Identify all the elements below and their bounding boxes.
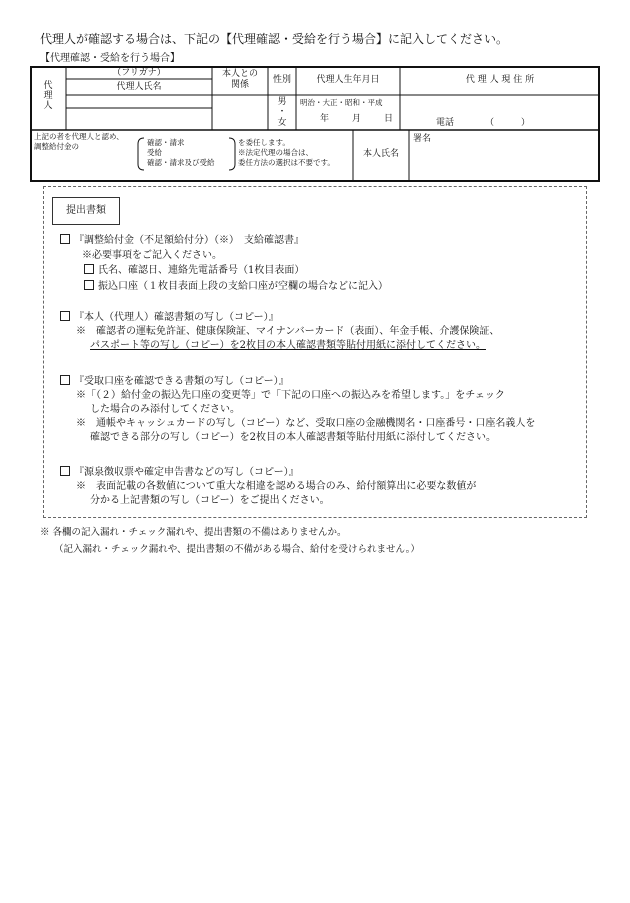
doc-item-line: パスポート等の写し（コピー）を2枚目の本人確認書類等貼付用紙に添付してください。 <box>90 340 486 351</box>
agent-vertical-label <box>30 82 66 112</box>
submission-docs-tag: 提出書類 <box>52 197 120 225</box>
agent-label-char: 理 <box>43 90 53 101</box>
doc-item-title: 『本人（代理人）確認書類の写し（コピー）』 <box>74 312 279 323</box>
doc-item-line: 確認できる部分の写し（コピー）を2枚目の本人確認書類等貼付用紙に添付してください。 <box>90 432 496 443</box>
doc-item-line: ※「（２）給付金の振込先口座の変更等」で「下記の口座への振込みを希望します。」をチェック <box>76 390 505 401</box>
agent-form-table <box>30 66 600 182</box>
delegation-option-both: 確認・請求及び受給 <box>147 158 215 168</box>
doc-subitem-text: 振込口座（１枚目表面上段の支給口座が空欄の場合などに記入） <box>98 281 388 292</box>
checkbox-icon[interactable] <box>60 466 70 476</box>
principal-name-label: 本人氏名 <box>362 149 399 159</box>
doc-subitem-text: 氏名、確認日、連絡先電話番号（1枚目表面） <box>98 265 305 276</box>
month-label: 月 <box>352 114 362 124</box>
furigana-label: （フリガナ） <box>112 68 166 78</box>
doc-item-2 <box>60 311 279 324</box>
delegation-right-line: 委任方法の選択は不要です。 <box>238 158 335 168</box>
gender-female: 女 <box>277 117 287 128</box>
gender-label: 性別 <box>272 75 291 85</box>
relation-label-line: 本人との <box>221 69 258 79</box>
signature-label: 署名 <box>413 134 432 144</box>
day-label: 日 <box>384 114 394 124</box>
doc-subitem <box>84 280 388 293</box>
relation-label <box>212 69 268 91</box>
footer-note: （記入漏れ・チェック漏れや、提出書類の不備がある場合、給付を受けられません。） <box>54 544 420 555</box>
section-title: 【代理確認・受給を行う場合】 <box>40 53 180 64</box>
delegation-right-text <box>238 138 335 168</box>
intro-text: 代理人が確認する場合は、下記の【代理確認・受給を行う場合】に記入してください。 <box>40 32 509 46</box>
relation-label-line: 関係 <box>230 79 249 90</box>
delegation-left-line: 上記の者を代理人と認め、 <box>34 132 124 141</box>
doc-item-4 <box>60 466 299 479</box>
delegation-right-line: を委任します。 <box>238 138 290 147</box>
doc-item-line: ※ 表面記載の各数値について重大な相違を認める場合のみ、給付額算出に必要な数値が <box>76 481 477 492</box>
gender-male: 男 <box>277 97 287 107</box>
doc-item-title: 『源泉徴収票や確定申告書などの写し（コピー）』 <box>74 467 299 478</box>
checkbox-icon[interactable] <box>84 264 94 274</box>
doc-item-3 <box>60 375 289 388</box>
birthdate-label: 代理人生年月日 <box>316 75 380 85</box>
doc-item-line: ※ 通帳やキャッシュカードの写し（コピー）など、受取口座の金融機関名・口座番号・口座名義人を <box>76 418 536 429</box>
doc-item-title: 『調整給付金（不足額給付分）（※） 支給確認書』 <box>74 235 304 246</box>
doc-subitem <box>84 264 304 277</box>
doc-item-line: した場合のみ添付してください。 <box>90 404 240 415</box>
phone-label: 電話 <box>436 118 455 128</box>
doc-item-1 <box>60 234 304 247</box>
delegation-option-confirm: 確認・請求 <box>147 138 185 147</box>
checkbox-icon[interactable] <box>60 375 70 385</box>
year-label: 年 <box>320 114 330 124</box>
address-label: 代 理 人 現 住 所 <box>465 75 535 85</box>
delegation-option-receive: 受給 <box>147 148 162 158</box>
phone-parens: （ ） <box>485 118 531 128</box>
delegation-left-line: 調整給付金の <box>34 142 79 152</box>
agent-name-label: 代理人氏名 <box>116 82 162 92</box>
delegation-options <box>147 138 215 168</box>
era-options: 明治・大正・昭和・平成 <box>300 98 383 107</box>
doc-item-line: 分かる上記書類の写し（コピー）をご提出ください。 <box>90 495 330 506</box>
gender-separator: ・ <box>277 107 287 118</box>
footer-note: ※ 各欄の記入漏れ・チェック漏れや、提出書類の不備はありませんか。 <box>40 527 347 538</box>
doc-item-line: ※ 確認者の運転免許証、健康保険証、マイナンバーカード（表面）、年金手帳、介護保険証、 <box>76 326 500 337</box>
gender-options <box>268 97 296 128</box>
checkbox-icon[interactable] <box>60 311 70 321</box>
doc-item-title: 『受取口座を確認できる書類の写し（コピー）』 <box>74 376 289 387</box>
checkbox-icon[interactable] <box>84 280 94 290</box>
delegation-right-line: ※法定代理の場合は、 <box>238 148 313 158</box>
agent-label-char: 人 <box>43 100 53 111</box>
doc-item-note: ※必要事項をご記入ください。 <box>82 250 222 261</box>
delegation-left-text <box>34 132 124 152</box>
agent-label-char: 代 <box>43 81 53 91</box>
checkbox-icon[interactable] <box>60 234 70 244</box>
